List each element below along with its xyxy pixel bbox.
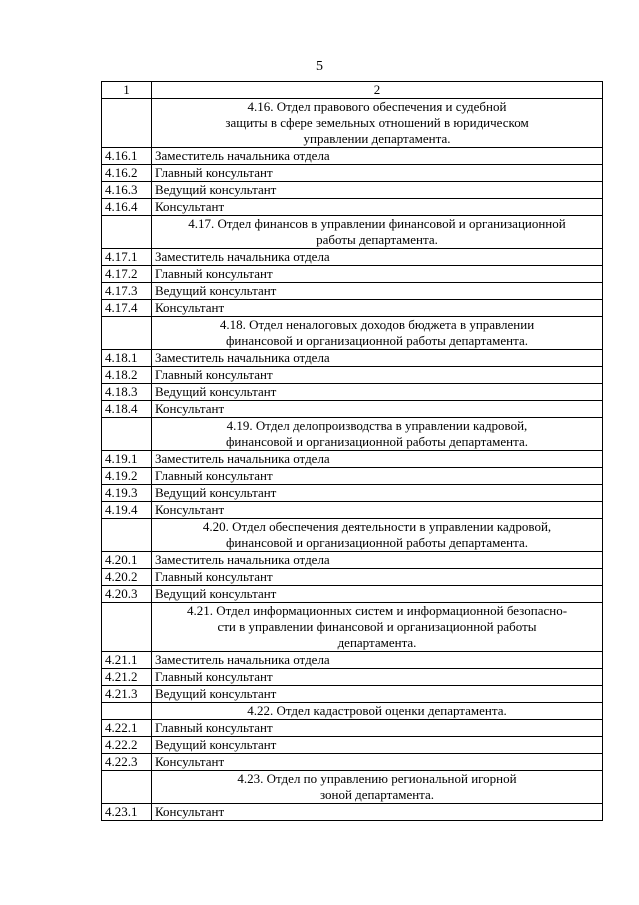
section-title-line: 4.17. Отдел финансов в управлении финансовой и организационной: [188, 216, 566, 231]
table-row: [102, 468, 603, 485]
table-row: [102, 569, 603, 586]
section-title-line: 4.18. Отдел неналоговых доходов бюджета в управлении: [219, 317, 535, 332]
row-number: 4.17.3: [102, 283, 152, 300]
section-number-cell: [102, 216, 152, 249]
positions-table: [101, 81, 603, 821]
position-title: Консультант: [152, 754, 603, 771]
page-number: 5: [316, 59, 323, 74]
section-title-line: 4.20. Отдел обеспечения деятельности в управлении кадровой,: [202, 519, 552, 534]
position-title: Ведущий консультант: [152, 384, 603, 401]
row-number: 4.18.4: [102, 401, 152, 418]
row-number: 4.22.3: [102, 754, 152, 771]
position-title: Заместитель начальника отдела: [152, 249, 603, 266]
row-number: 4.19.4: [102, 502, 152, 519]
section-number-cell: [102, 703, 152, 720]
section-title: [152, 703, 603, 720]
position-title: Главный консультант: [152, 569, 603, 586]
table-row: [102, 148, 603, 165]
row-number: 4.18.3: [102, 384, 152, 401]
table-row: [102, 283, 603, 300]
table-header-row: [102, 82, 603, 99]
table-row: [102, 485, 603, 502]
table-row: [102, 367, 603, 384]
row-number: 4.19.3: [102, 485, 152, 502]
position-title: Заместитель начальника отдела: [152, 148, 603, 165]
row-number: 4.19.2: [102, 468, 152, 485]
position-title: Консультант: [152, 401, 603, 418]
table-row: [102, 165, 603, 182]
row-number: 4.16.3: [102, 182, 152, 199]
position-title: Главный консультант: [152, 266, 603, 283]
section-title-line: 4.19. Отдел делопроизводства в управлении кадровой,: [226, 418, 528, 433]
table-body: [102, 99, 603, 821]
position-title: Ведущий консультант: [152, 686, 603, 703]
table-row: [102, 669, 603, 686]
table-row: [102, 586, 603, 603]
section-title: [152, 519, 603, 552]
row-number: 4.21.1: [102, 652, 152, 669]
row-number: 4.16.1: [102, 148, 152, 165]
row-number: 4.17.4: [102, 300, 152, 317]
section-row: [102, 771, 603, 804]
section-number-cell: [102, 317, 152, 350]
table-row: [102, 182, 603, 199]
row-number: 4.20.3: [102, 586, 152, 603]
position-title: Главный консультант: [152, 669, 603, 686]
table-row: [102, 552, 603, 569]
row-number: 4.20.1: [102, 552, 152, 569]
section-title-line: финансовой и организационной работы департамента.: [226, 434, 528, 449]
section-title-line: сти в управлении финансовой и организационной работы: [217, 619, 537, 634]
position-title: Консультант: [152, 502, 603, 519]
section-title: [152, 216, 603, 249]
table-row: [102, 199, 603, 216]
table-row: [102, 804, 603, 821]
section-row: [102, 418, 603, 451]
table-row: [102, 249, 603, 266]
position-title: Заместитель начальника отдела: [152, 451, 603, 468]
position-title: Заместитель начальника отдела: [152, 652, 603, 669]
table-row: [102, 350, 603, 367]
table-row: [102, 451, 603, 468]
position-title: Главный консультант: [152, 367, 603, 384]
section-number-cell: [102, 771, 152, 804]
row-number: 4.20.2: [102, 569, 152, 586]
section-number-cell: [102, 603, 152, 652]
section-title-line: 4.16. Отдел правового обеспечения и судебной: [247, 99, 507, 114]
table-row: [102, 502, 603, 519]
table-row: [102, 686, 603, 703]
table-row: [102, 266, 603, 283]
section-title-line: 4.21. Отдел информационных систем и информационной безопасно-: [186, 603, 568, 618]
table-row: [102, 401, 603, 418]
row-number: 4.22.2: [102, 737, 152, 754]
section-row: [102, 317, 603, 350]
section-row: [102, 703, 603, 720]
section-title-line: 4.23. Отдел по управлению региональной игорной: [237, 771, 517, 786]
section-title-line: защиты в сфере земельных отношений в юридическом: [225, 115, 529, 130]
header-col-1: 1: [102, 82, 152, 99]
row-number: 4.21.2: [102, 669, 152, 686]
header-col-2: 2: [152, 82, 603, 99]
position-title: Ведущий консультант: [152, 586, 603, 603]
position-title: Консультант: [152, 804, 603, 821]
row-number: 4.18.1: [102, 350, 152, 367]
row-number: 4.18.2: [102, 367, 152, 384]
position-title: Ведущий консультант: [152, 182, 603, 199]
table-row: [102, 720, 603, 737]
section-title-line: зоной департамента.: [319, 787, 435, 802]
position-title: Главный консультант: [152, 720, 603, 737]
row-number: 4.16.4: [102, 199, 152, 216]
table-row: [102, 754, 603, 771]
row-number: 4.16.2: [102, 165, 152, 182]
table-row: [102, 652, 603, 669]
row-number: 4.17.2: [102, 266, 152, 283]
position-title: Заместитель начальника отдела: [152, 552, 603, 569]
section-title: [152, 771, 603, 804]
row-number: 4.23.1: [102, 804, 152, 821]
section-title: [152, 418, 603, 451]
section-row: [102, 216, 603, 249]
position-title: Ведущий консультант: [152, 737, 603, 754]
position-title: Главный консультант: [152, 165, 603, 182]
position-title: Ведущий консультант: [152, 283, 603, 300]
position-title: Ведущий консультант: [152, 485, 603, 502]
section-row: [102, 603, 603, 652]
section-title: [152, 603, 603, 652]
row-number: 4.17.1: [102, 249, 152, 266]
table-row: [102, 737, 603, 754]
row-number: 4.22.1: [102, 720, 152, 737]
section-title: [152, 317, 603, 350]
section-row: [102, 519, 603, 552]
row-number: 4.21.3: [102, 686, 152, 703]
section-title-line: управлении департамента.: [303, 131, 451, 146]
section-title-line: департамента.: [337, 635, 417, 650]
position-title: Заместитель начальника отдела: [152, 350, 603, 367]
position-title: Главный консультант: [152, 468, 603, 485]
position-title: Консультант: [152, 300, 603, 317]
section-title-line: финансовой и организационной работы департамента.: [226, 333, 528, 348]
row-number: 4.19.1: [102, 451, 152, 468]
section-number-cell: [102, 418, 152, 451]
section-number-cell: [102, 99, 152, 148]
table-row: [102, 300, 603, 317]
position-title: Консультант: [152, 199, 603, 216]
section-number-cell: [102, 519, 152, 552]
section-title: [152, 99, 603, 148]
section-title-line: 4.22. Отдел кадастровой оценки департамента.: [247, 703, 507, 718]
table-row: [102, 384, 603, 401]
section-title-line: финансовой и организационной работы департамента.: [226, 535, 528, 550]
section-row: [102, 99, 603, 148]
section-title-line: работы департамента.: [316, 232, 438, 247]
